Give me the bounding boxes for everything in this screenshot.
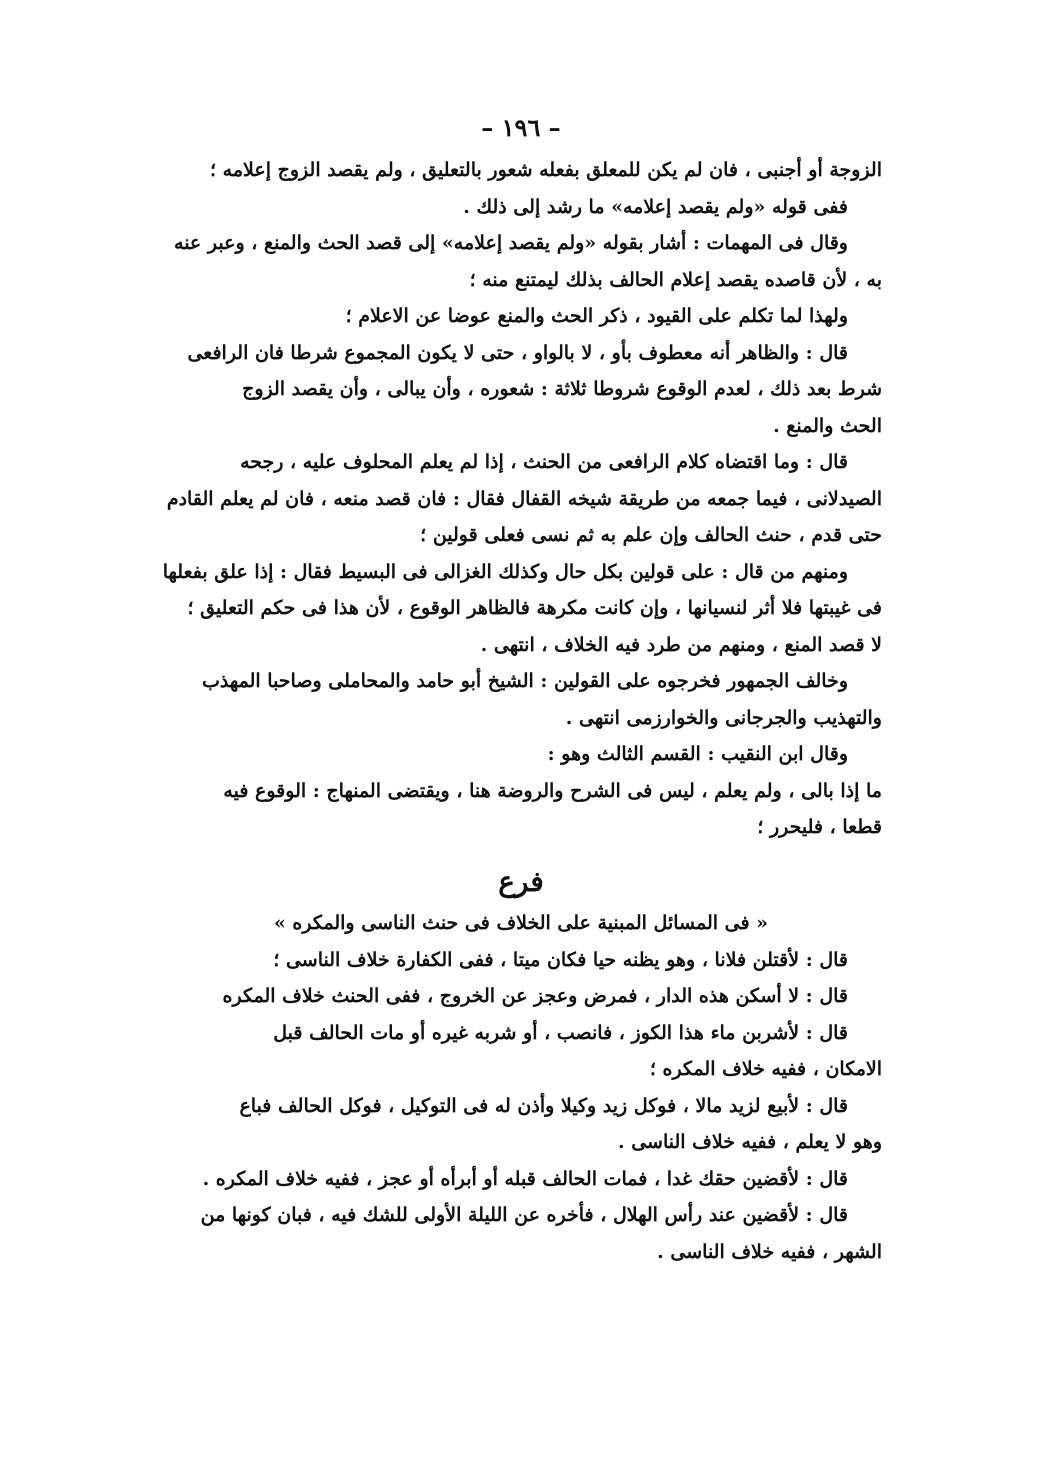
text-line: قال : لأقتلن فلانا ، وهو يظنه حيا فكان ميتا ، ففى الكفارة خلاف الناسى ؛	[273, 948, 848, 971]
text-line: وقال فى المهمات : أشار بقوله «ولم يقصد إعلامه» إلى قصد الحث والمنع ، وعبر عنه	[174, 232, 848, 254]
text-line: الشهر ، ففيه خلاف الناسى .	[657, 1240, 882, 1263]
text-line: ما إذا بالى ، ولم يعلم ، ليس فى الشرح والروضة هنا ، ويقتضى المنهاج : الوقوع فيه	[223, 779, 882, 802]
text-line: ففى قوله «ولم يقصد إعلامه» ما رشد إلى ذلك .	[463, 195, 848, 218]
main-text	[160, 152, 882, 846]
text-line: لا قصد المنع ، ومنهم من طرد فيه الخلاف ، انتهى .	[480, 633, 882, 656]
text-line: قطعا ، فليحرر ؛	[757, 816, 882, 838]
section-subheading: « فى المسائل المبنية على الخلاف فى حنث الناسى والمكره »	[273, 911, 769, 934]
section-text	[160, 942, 882, 1271]
text-line: قال : لأشربن ماء هذا الكوز ، فانصب ، أو شربه غيره أو مات الحالف قبل	[273, 1021, 848, 1044]
text-line: قال : لأقضين حقك غدا ، فمات الحالف قبله أو أبرأه أو عجز ، ففيه خلاف المكره .	[202, 1167, 848, 1190]
text-line: الحث والمنع .	[773, 414, 882, 437]
text-line: فى غيبتها فلا أثر لنسيانها ، وإن كانت مكرهة فالظاهر الوقوع ، لأن هذا فى حكم التعليق ؛	[187, 597, 882, 619]
text-line: وهو لا يعلم ، ففيه خلاف الناسى .	[617, 1131, 882, 1153]
text-line: حتى قدم ، حنث الحالف وإن علم به ثم نسى فعلى قولين ؛	[420, 524, 882, 546]
text-line: به ، لأن قاصده يقصد إعلام الحالف بذلك ليمتنع منه ؛	[469, 268, 882, 291]
text-line: الامكان ، ففيه خلاف المكره ؛	[649, 1058, 882, 1080]
text-line: قال : لأقضين عند رأس الهلال ، فأخره عن الليلة الأولى للشك فيه ، فبان كونها من	[200, 1204, 848, 1226]
text-line: قال : لأبيع لزيد مالا ، فوكل زيد وكيلا وأذن له فى التوكيل ، فوكل الحالف فباع	[239, 1094, 848, 1117]
text-line: والتهذيب والجرجانى والخوارزمى انتهى .	[565, 706, 882, 729]
text-line: ومنهم من قال : على قولين بكل حال وكذلك الغزالى فى البسيط فقال : إذا علق بفعلها	[162, 560, 848, 583]
text-line: قال : وما اقتضاه كلام الرافعى من الحنث ، إذا لم يعلم المحلوف عليه ، رجحه	[240, 451, 848, 473]
text-line: وخالف الجمهور فخرجوه على القولين : الشيخ أبو حامد والمحاملى وصاحبا المهذب	[202, 670, 848, 692]
text-line: شرط بعد ذلك ، لعدم الوقوع شروطا ثلاثة : شعوره ، وأن يبالى ، وأن يقصد الزوج	[242, 378, 882, 400]
section-heading: فرع	[498, 864, 544, 898]
text-line: قال : لا أسكن هذه الدار ، فمرض وعجز عن الخروج ، ففى الحنث خلاف المكره	[222, 985, 848, 1007]
text-line: قال : والظاهر أنه معطوف بأو ، لا بالواو ، حتى لا يكون المجموع شرطا فان الرافعى	[187, 341, 848, 364]
text-line: الصيدلانى ، فيما جمعه من طريقة شيخه القفال فقال : فان قصد منعه ، فان لم يعلم القادم	[166, 487, 882, 510]
text-line: وقال ابن النقيب : القسم الثالث وهو :	[547, 743, 848, 765]
text-line: ولهذا لما تكلم على القيود ، ذكر الحث والمنع عوضا عن الاعلام ؛	[345, 305, 848, 327]
page-number: – ١٩٦ –	[481, 113, 561, 142]
text-line: الزوجة أو أجنبى ، فان لم يكن للمعلق بفعله شعور بالتعليق ، ولم يقصد الزوج إعلامه ؛	[210, 159, 882, 181]
